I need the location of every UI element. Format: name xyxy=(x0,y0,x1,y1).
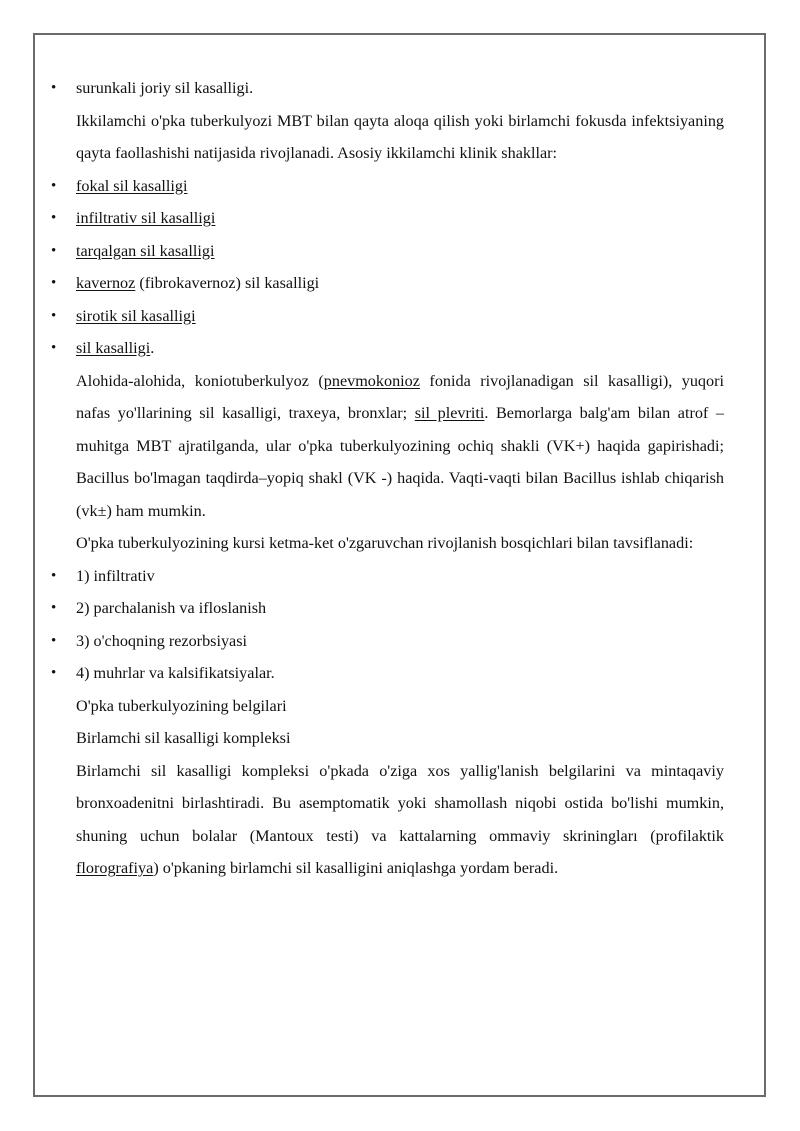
list-item-text: 4) muhrlar va kalsifikatsiyalar. xyxy=(76,664,275,682)
link-tarqalgan[interactable]: tarqalgan sil kasalligi xyxy=(76,241,215,260)
list-item xyxy=(76,202,724,235)
paragraph-stages-intro: O'pka tuberkulyozining kursi ketma-ket o'zgaruvchan rivojlanish bosqichlari bilan tavsiflanadi: xyxy=(76,534,694,552)
paragraph-koniotuberkulyoz xyxy=(76,365,724,528)
list-item xyxy=(76,657,724,690)
link-infiltrativ[interactable]: infiltrativ sil kasalligi xyxy=(76,209,216,227)
paragraph-text: . Bemorlarga balg'am bilan atrof – muhitga MBT ajratilganda, ular o'pka tuberkulyozining ochiq shakli (VK+) haqida gapirishadi; Bacillus bo'lmagan taqdirda–yopiq shakl (VK -) haqida. Vaqti-vaqti bilan Bacillus ishlab chiqarish (vk±) ham mumkin. xyxy=(76,404,724,520)
link-florografiya[interactable]: florografiya xyxy=(76,859,154,877)
heading-signs: O'pka tuberkulyozining belgilari xyxy=(76,696,287,715)
list-item xyxy=(76,625,724,658)
paragraph-text: Alohida-alohida, koniotuberkulyoz ( xyxy=(76,371,324,390)
list-item-text: surunkali joriy sil kasalligi. xyxy=(76,79,254,97)
paragraph-text: fonida rivojlanadigan sil kasalligi), yuqori nafas yo'llarining sil kasalligi, traxeya, bronxlar; xyxy=(76,371,724,422)
list-item xyxy=(76,332,724,365)
paragraph-primary-complex xyxy=(76,755,724,885)
link-sil-plevriti[interactable]: sil plevriti xyxy=(414,404,485,422)
link-sirotik[interactable]: sirotik sil kasalligi xyxy=(76,306,196,325)
link-kavernoz[interactable]: kavernoz xyxy=(76,274,136,292)
list-item xyxy=(76,170,724,203)
link-pnevmokonioz[interactable]: pnevmokonioz xyxy=(323,371,420,390)
list-item xyxy=(76,560,724,593)
list-item xyxy=(76,235,724,268)
list-item-text: 1) infiltrativ xyxy=(76,566,155,585)
list-item-text: 2) parchalanish va ifloslanish xyxy=(76,599,267,617)
list-item-text: . xyxy=(150,339,155,357)
paragraph-secondary-tb: Ikkilamchi o'pka tuberkulyozi MBT bilan qayta aloqa qilish yoki birlamchi fokusda infektsiyaning qayta faollashishi natijasida rivojlanadi. Asosiy ikkilamchi klinik shakllar: xyxy=(76,111,724,162)
paragraph-text: Birlamchi sil kasalligi kompleksi o'pkada o'ziga xos yallig'lanish belgilarini va mintaqaviy bronxoadenitni birlashtiradi. Bu asemptomatik yoki shamollash niqobi ostida bo'lishi mumkin, shuning uchun bolalar (Mantoux testi) va kattalarning ommaviy skriningları (profilaktik xyxy=(76,761,724,845)
list-item xyxy=(76,72,724,105)
list-item-text: (fibrokavernoz) sil kasalligi xyxy=(135,274,320,292)
document-body xyxy=(76,72,724,885)
list-item-text: 3) o'choqning rezorbsiyasi xyxy=(76,631,248,650)
list-item xyxy=(76,267,724,300)
list-item xyxy=(76,300,724,333)
heading-primary-complex: Birlamchi sil kasalligi kompleksi xyxy=(76,729,291,747)
paragraph-text: ) o'pkaning birlamchi sil kasalligini aniqlashga yordam beradi. xyxy=(153,859,559,877)
link-sil-kasalligi[interactable]: sil kasalligi xyxy=(76,339,151,357)
list-item xyxy=(76,592,724,625)
link-fokal[interactable]: fokal sil kasalligi xyxy=(76,176,188,195)
